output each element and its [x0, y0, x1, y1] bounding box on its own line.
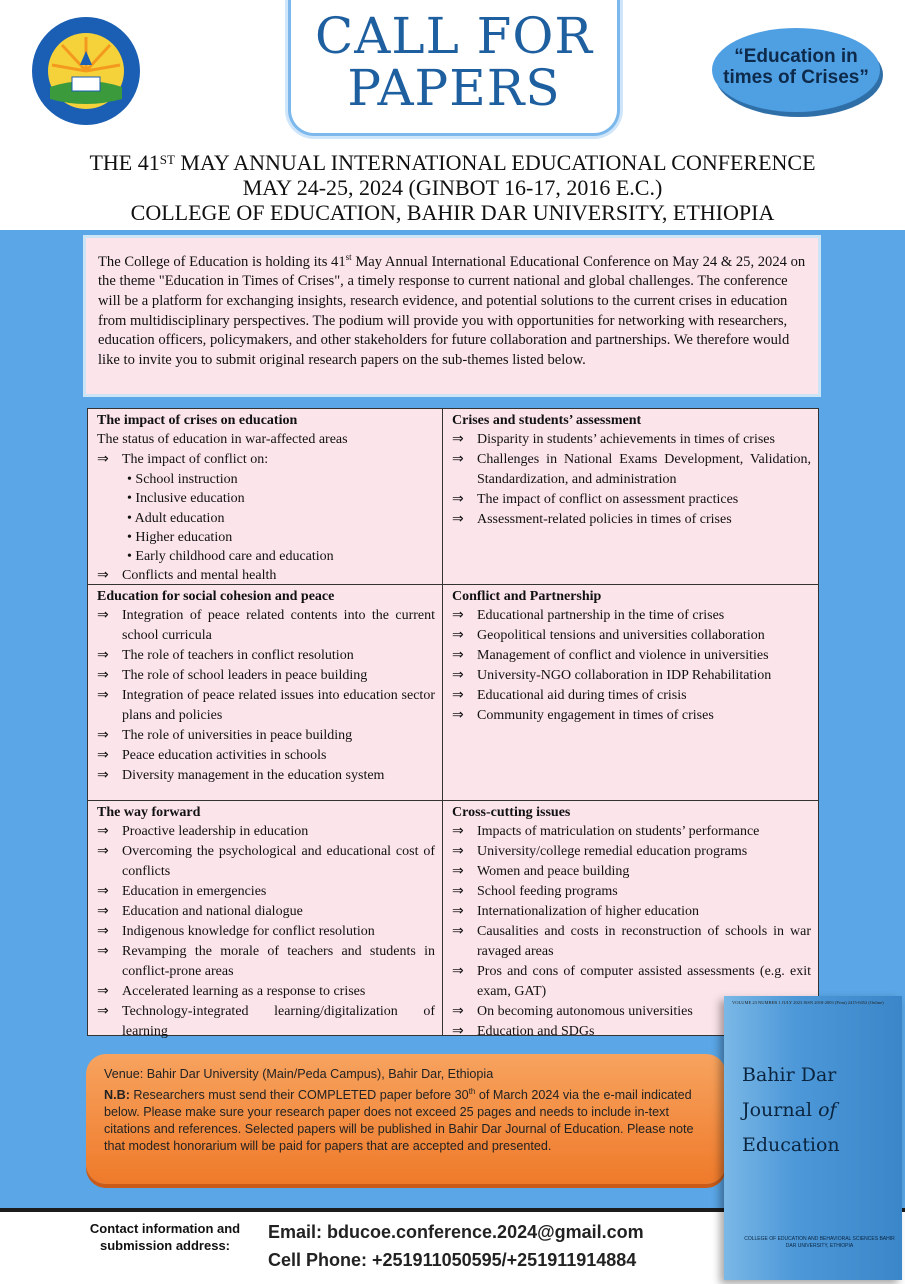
arrow-icon: ⇒: [452, 668, 464, 683]
arrow-icon: ⇒: [97, 688, 109, 703]
intro-part2: May Annual International Educational Conference on May 24 & 25, 2024 on the theme "Education in Times of Crises", a timely response to current national and global challenges. The conference will be a platform for exchanging insights, research evidence, and potential solutions to the current crises in education from multidisciplinary perspectives. The podium will provide you with opportunities for networking with researchers, education officers, policymakers, and other stakeholders for future collaboration and partnerships. We therefore would like to invite you to submit original research papers on the sub-themes listed below.: [98, 253, 806, 368]
arrow-icon: ⇒: [97, 452, 109, 467]
arrow-icon: ⇒: [452, 1024, 464, 1039]
theme-title: Education for social cohesion and peace: [97, 589, 335, 604]
list-item: ⇒ Pros and cons of computer assisted assessments (e.g. exit exam, GAT): [452, 964, 811, 999]
conference-name: [0, 150, 905, 175]
bullet-icon: •: [127, 491, 132, 507]
arrow-icon: ⇒: [97, 668, 109, 683]
conference-host: COLLEGE OF EDUCATION, BAHIR DAR UNIVERSITY, ETHIOPIA: [130, 200, 775, 225]
list-item: ⇒ The role of teachers in conflict resolution: [97, 646, 435, 666]
list-item: ⇒ The impact of conflict on assessment practices: [452, 490, 811, 510]
list-item: ⇒ Assessment-related policies in times of crises: [452, 510, 811, 530]
nb-paragraph: N.B: Researchers must send their COMPLETED paper before 30th of March 2024 via the e-mail indicated below. Please make sure your research paper does not exceed 25 pages and needs to include in-text citations and references. Selected papers will be published in Bahir Dar Journal of Education. Please note that modest honorarium will be paid for papers that are accepted and presented.: [104, 1087, 694, 1154]
list-item: ⇒ Management of conflict and violence in universities: [452, 646, 811, 666]
arrow-icon: ⇒: [97, 824, 109, 839]
venue-notice: [86, 1054, 726, 1184]
title-sup: ST: [159, 152, 175, 167]
arrow-icon: ⇒: [97, 944, 109, 959]
list-item: ⇒ Integration of peace related contents into the current school curricula: [97, 608, 435, 643]
cfp-line2: PAPERS: [347, 59, 561, 117]
theme-line1: “Education in: [734, 46, 858, 67]
list-item: ⇒ Technology-integrated learning/digitalization of learning: [97, 1004, 435, 1039]
list-item: ⇒ Education in emergencies: [97, 882, 435, 902]
list-item: ⇒ The role of universities in peace building: [97, 726, 435, 746]
theme-title: Cross-cutting issues: [452, 805, 571, 820]
journal-publisher: COLLEGE OF EDUCATION AND BEHAVIORAL SCIENCES BAHIR DAR UNIVERSITY, ETHIOPIA: [744, 1236, 895, 1249]
sub-item: • Inclusive education: [127, 491, 245, 507]
list-item: ⇒ The role of school leaders in peace building: [97, 666, 435, 686]
theme-title: Crises and students’ assessment: [452, 413, 642, 428]
arrow-icon: ⇒: [97, 608, 109, 623]
list-item: ⇒ Peace education activities in schools: [97, 746, 435, 766]
list-item: ⇒ Conflicts and mental health: [97, 566, 435, 586]
arrow-icon: ⇒: [97, 924, 109, 939]
intro-paragraph: [86, 238, 818, 394]
arrow-icon: ⇒: [452, 864, 464, 879]
list-item: ⇒ On becoming autonomous universities: [452, 1002, 811, 1022]
arrow-icon: ⇒: [97, 748, 109, 763]
theme-cell-assessment: [443, 409, 818, 585]
header-area: [0, 0, 905, 230]
journal-meta: VOLUME 23 NUMBER 1 JULY 2023 ISSN 2018-2003 (Print) 2415-0452 (Online): [732, 1000, 884, 1005]
arrow-icon: ⇒: [452, 824, 464, 839]
list-item: ⇒ Community engagement in times of crises: [452, 706, 811, 726]
sub-item: • Early childhood care and education: [127, 549, 334, 565]
list-item: ⇒ Causalities and costs in reconstruction of schools in war ravaged areas: [452, 924, 811, 959]
venue-line: [104, 1066, 712, 1083]
theme-cell-cohesion: [88, 585, 443, 801]
arrow-icon: ⇒: [452, 708, 464, 723]
contact-details: [268, 1218, 644, 1274]
arrow-icon: ⇒: [97, 568, 109, 584]
arrow-icon: ⇒: [452, 648, 464, 663]
arrow-icon: ⇒: [452, 492, 464, 507]
list-item: ⇒ University-NGO collaboration in IDP Rehabilitation: [452, 666, 811, 686]
venue-text: Bahir Dar University (Main/Peda Campus), Bahir Dar, Ethiopia: [143, 1067, 494, 1081]
arrow-icon: ⇒: [452, 904, 464, 919]
journal-title: [742, 1058, 840, 1163]
theme-cell-impact: [88, 409, 443, 585]
list-item: ⇒ Diversity management in the education system: [97, 766, 435, 786]
arrow-icon: ⇒: [452, 924, 464, 939]
list-item: ⇒ Educational aid during times of crisis: [452, 686, 811, 706]
cell-phone[interactable]: Cell Phone: +251911050595/+251911914884: [268, 1250, 637, 1270]
arrow-icon: ⇒: [97, 768, 109, 783]
arrow-icon: ⇒: [452, 628, 464, 643]
list-item: ⇒ Challenges in National Exams Development, Validation, Standardization, and administration: [452, 452, 811, 487]
arrow-icon: ⇒: [97, 904, 109, 919]
arrow-icon: ⇒: [97, 984, 109, 999]
journal-title-line1: Bahir Dar: [742, 1064, 837, 1086]
bullet-icon: •: [127, 472, 132, 487]
list-item: ⇒ Impacts of matriculation on students’ performance: [452, 822, 811, 842]
theme-badge: [712, 28, 880, 112]
list-item: ⇒ Indigenous knowledge for conflict resolution: [97, 922, 435, 942]
list-item: ⇒ Education and national dialogue: [97, 902, 435, 922]
journal-cover: [724, 996, 902, 1280]
arrow-icon: ⇒: [452, 688, 464, 703]
list-item: ⇒ Accelerated learning as a response to crises: [97, 982, 435, 1002]
bullet-icon: •: [127, 510, 132, 526]
sub-item: • Higher education: [127, 529, 233, 545]
list-item: ⇒ Revamping the morale of teachers and students in conflict-prone areas: [97, 944, 435, 979]
arrow-icon: ⇒: [97, 844, 109, 859]
journal-title-line3: Education: [742, 1134, 840, 1156]
conference-title: [0, 150, 905, 225]
arrow-icon: ⇒: [452, 512, 464, 527]
arrow-icon: ⇒: [452, 452, 464, 467]
list-item: ⇒ Education and SDGs: [452, 1022, 811, 1042]
title-prefix: THE 41: [89, 150, 160, 175]
arrow-icon: ⇒: [452, 432, 464, 447]
list-item: ⇒ Internationalization of higher education: [452, 902, 811, 922]
university-logo: [20, 15, 152, 127]
bullet-icon: •: [127, 529, 132, 545]
title-suffix: MAY ANNUAL INTERNATIONAL EDUCATIONAL CONFERENCE: [174, 150, 816, 175]
theme-title: The way forward: [97, 805, 201, 820]
theme-cell-forward: [88, 801, 443, 1039]
arrow-icon: ⇒: [452, 1004, 464, 1019]
arrow-icon: ⇒: [452, 844, 464, 859]
list-item: ⇒ School feeding programs: [452, 882, 811, 902]
intro-sup: st: [345, 252, 352, 262]
sub-item: • Adult education: [127, 510, 225, 526]
list-item: ⇒ Geopolitical tensions and universities collaboration: [452, 626, 811, 646]
theme-title: The impact of crises on education: [97, 413, 298, 428]
bullet-icon: •: [127, 549, 132, 565]
venue-label: Venue:: [104, 1067, 144, 1081]
cfp-line1: CALL FOR: [315, 7, 593, 65]
list-item: ⇒ Proactive leadership in education: [97, 822, 435, 842]
arrow-icon: ⇒: [452, 608, 464, 623]
call-for-papers-banner: [288, 0, 620, 136]
contact-label: Contact information and submission address:: [89, 1221, 241, 1253]
journal-title-line2: Journal of: [742, 1099, 837, 1121]
list-item: ⇒ The impact of conflict on:: [97, 450, 435, 470]
arrow-icon: ⇒: [97, 648, 109, 663]
theme-title: Conflict and Partnership: [452, 589, 602, 604]
list-item: ⇒ Overcoming the psychological and educational cost of conflicts: [97, 844, 435, 879]
theme-cell-partnership: [443, 585, 818, 801]
list-item: ⇒ Disparity in students’ achievements in times of crises: [452, 430, 811, 450]
conference-dates: MAY 24-25, 2024 (GINBOT 16-17, 2016 E.C.): [242, 175, 663, 200]
list-item: ⇒ University/college remedial education programs: [452, 842, 811, 862]
nb-label: N.B:: [104, 1088, 130, 1103]
arrow-icon: ⇒: [97, 728, 109, 743]
email-address[interactable]: Email: bducoe.conference.2024@gmail.com: [268, 1222, 644, 1242]
arrow-icon: ⇒: [97, 1004, 109, 1019]
sub-item: • School instruction: [127, 472, 238, 487]
arrow-icon: ⇒: [97, 884, 109, 899]
intro-part1: The College of Education is holding its 41: [98, 253, 346, 270]
list-item: ⇒ Women and peace building: [452, 862, 811, 882]
arrow-icon: ⇒: [452, 964, 464, 979]
list-item: ⇒ Educational partnership in the time of crises: [452, 606, 811, 626]
list-item: ⇒ Integration of peace related issues into education sector plans and policies: [97, 688, 435, 723]
arrow-icon: ⇒: [452, 884, 464, 899]
theme-lead: The status of education in war-affected areas: [97, 432, 348, 447]
subthemes-table: [87, 408, 819, 1039]
theme-line2: times of Crises”: [723, 67, 869, 88]
